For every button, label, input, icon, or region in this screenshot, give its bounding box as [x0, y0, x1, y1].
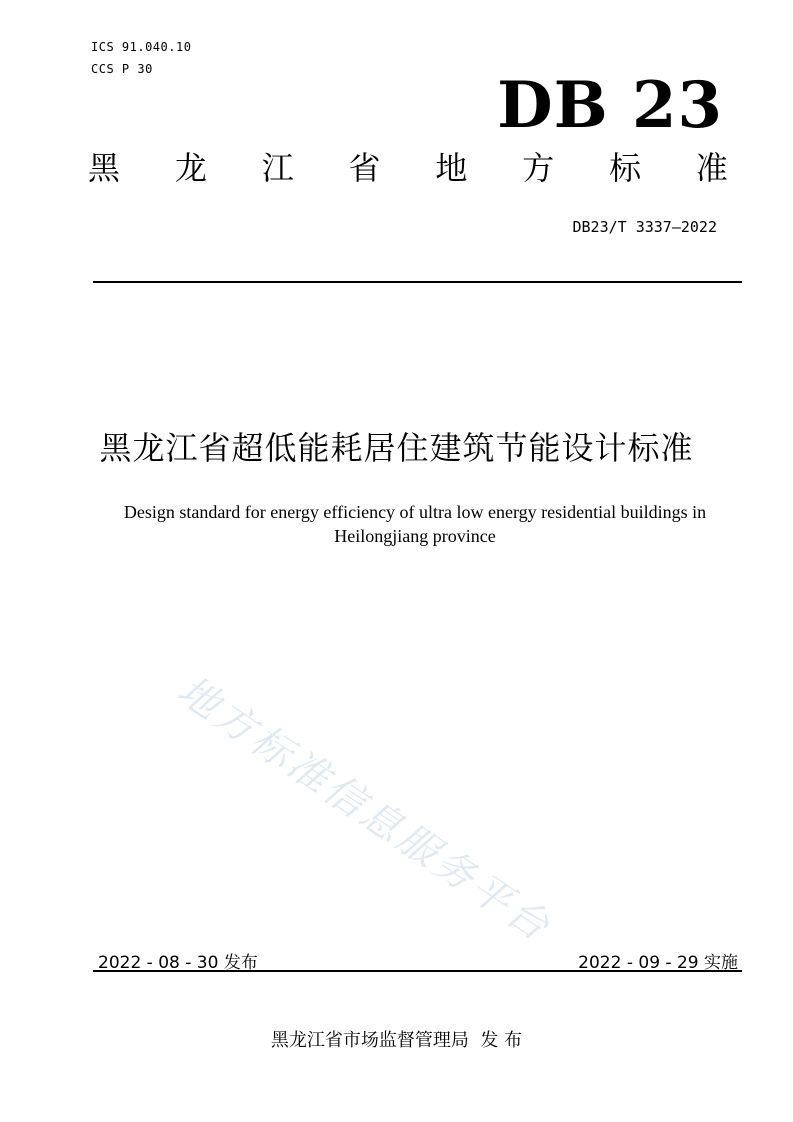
watermark-text: 地方标准信息服务平台: [169, 667, 560, 952]
standard-type-char: 标: [609, 149, 642, 187]
standard-type-char: 地: [435, 149, 468, 187]
db-code-logo: DB 23: [497, 68, 723, 143]
standard-type-char: 龙: [174, 149, 207, 187]
standard-type-char: 黑: [88, 149, 121, 187]
standard-type-char: 省: [348, 149, 381, 187]
standard-type-char: 方: [522, 149, 555, 187]
bottom-divider: [93, 970, 742, 972]
top-divider: [93, 281, 742, 283]
standard-type-char: 江: [261, 149, 294, 187]
publisher: 黑龙江省市场监督管理局 发 布: [270, 1030, 523, 1051]
standard-type-char: 准: [695, 149, 728, 187]
standard-type-title: [88, 149, 728, 187]
issue-date: 2022 - 08 - 30 发布: [98, 953, 258, 973]
ccs-code: CCS P 30: [91, 62, 153, 76]
standard-number: DB23/T 3337—2022: [572, 218, 717, 236]
implementation-date: 2022 - 09 - 29 实施: [578, 953, 738, 973]
document-title-en: Design standard for energy efficiency of ultra low energy residential buildings in Heilongjiang province: [123, 502, 707, 546]
document-title-cn: 黑龙江省超低能耗居住建筑节能设计标准: [99, 429, 694, 467]
ics-code: ICS 91.040.10: [91, 40, 192, 54]
